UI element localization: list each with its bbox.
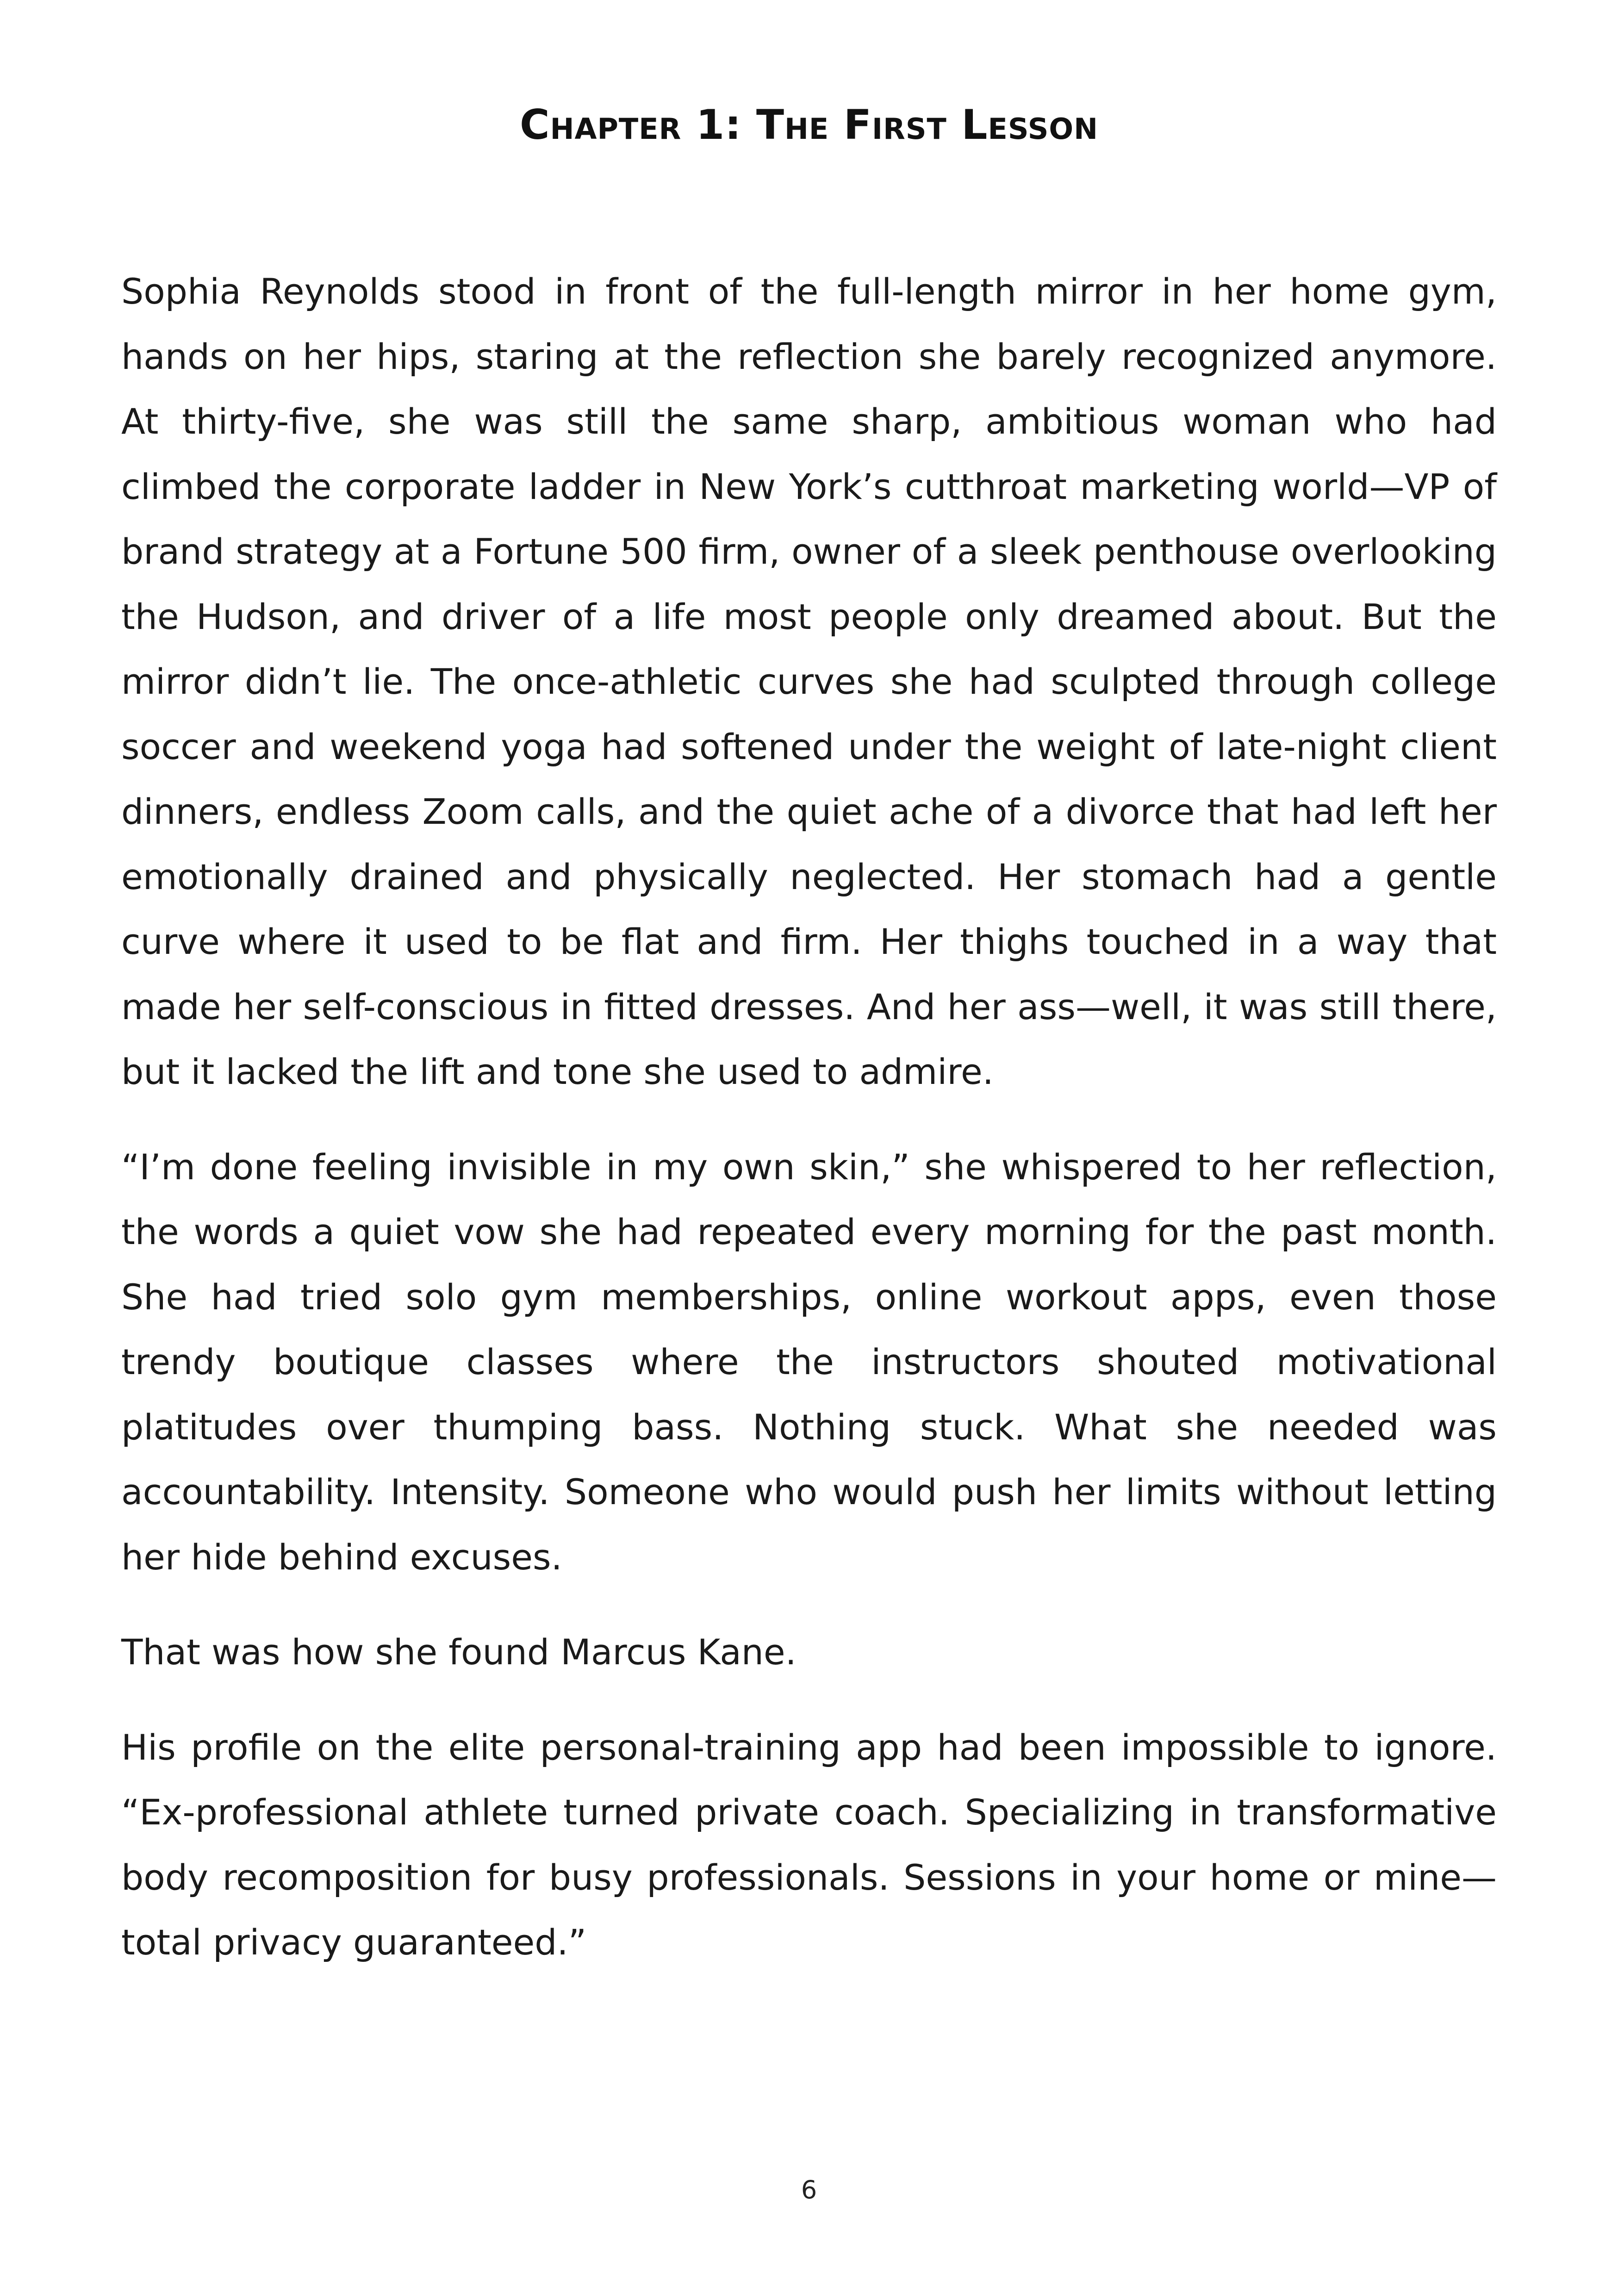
chapter-title: Chapter 1: The First Lesson bbox=[520, 101, 1098, 149]
paragraph-1: Sophia Reynolds stood in front of the full-length mirror in her home gym, hands on her hips, staring at the reflection she barely recognized anymore. At thirty-five, she was still the same sharp, ambitious woman who had climbed the corporate ladder in New York’s cutthroat marketing world—VP of brand strategy at a Fortune 500 firm, owner of a sleek penthouse overlooking the Hudson, and driver of a life most people only dreamed about. But the mirror didn’t lie. The once-athletic curves she had sculpted through college soccer and weekend yoga had softened under the weight of late-night client dinners, endless Zoom calls, and the quiet ache of a divorce that had left her emotionally drained and physically neglected. Her stomach had a gentle curve where it used to be flat and firm. Her thighs touched in a way that made her self-conscious in fitted dresses. And her ass—well, it was still there, but it lacked the lift and tone she used to admire. bbox=[121, 271, 1497, 1092]
paragraph-3: That was how she found Marcus Kane. bbox=[121, 1631, 797, 1673]
chapter-body bbox=[121, 259, 1497, 2005]
page-number: 6 bbox=[801, 2175, 817, 2204]
paragraph-4: His profile on the elite personal-training app had been impossible to ignore. “Ex-professional athlete turned private coach. Specializing in transformative body recomposition for busy professionals. Sessions in your home or mine—total privacy guaranteed.” bbox=[121, 1726, 1497, 1963]
paragraph-2: “I’m done feeling invisible in my own skin,” she whispered to her reflection, the words a quiet vow she had repeated every morning for the past month. She had tried solo gym memberships, online workout apps, even those trendy boutique classes where the instructors shouted motivational platitudes over thumping bass. Nothing stuck. What she needed was accountability. Intensity. Someone who would push her limits without letting her hide behind excuses. bbox=[121, 1146, 1497, 1578]
